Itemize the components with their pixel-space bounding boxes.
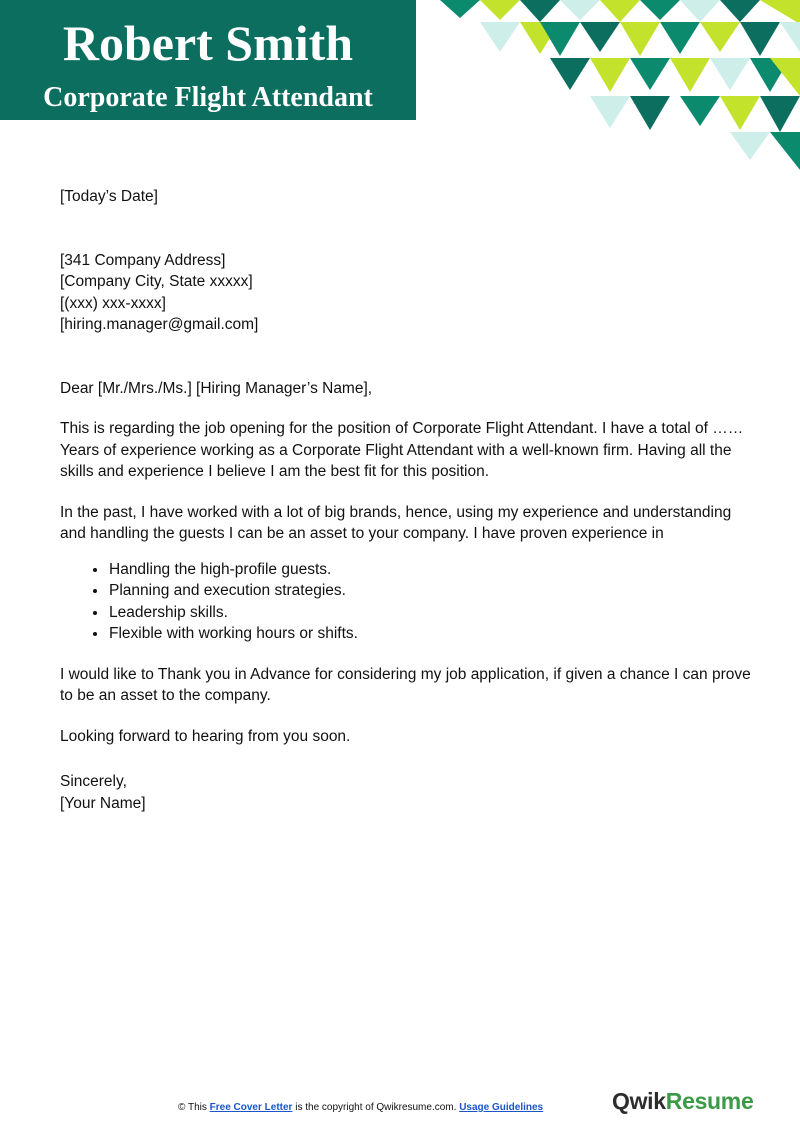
triangle-pattern bbox=[440, 0, 800, 170]
closing-word: Sincerely, bbox=[60, 773, 127, 790]
qwikresume-logo bbox=[612, 1088, 753, 1115]
letter-date: [Today’s Date] bbox=[60, 188, 158, 205]
paragraph-intro: This is regarding the job opening for the position of Corporate Flight Attendant. I have a total of …… Years of experience working as a Corporate Flight Attendant with a well-known firm. Having all the skills and experience I believe I am the best fit for this position. bbox=[60, 420, 744, 480]
footer-prefix: © This bbox=[178, 1102, 207, 1113]
applicant-name: Robert Smith bbox=[62, 15, 354, 71]
header-band bbox=[0, 0, 416, 120]
signature-block bbox=[60, 771, 760, 814]
geometric-triangle-decoration bbox=[430, 0, 800, 175]
paragraph-closing: Looking forward to hearing from you soon. bbox=[60, 727, 351, 745]
skill-item: • Flexible with working hours or shifts. bbox=[108, 623, 760, 645]
footer-text bbox=[178, 1102, 543, 1113]
paragraph-thanks: I would like to Thank you in Advance for considering my job application, if given a chance I can prove to be an asset to the company. bbox=[60, 665, 751, 704]
applicant-job-title: Corporate Flight Attendant bbox=[43, 82, 373, 113]
address-line: [341 Company Address] bbox=[60, 251, 226, 269]
signature-name: [Your Name] bbox=[60, 794, 146, 812]
salutation: Dear [Mr./Mrs./Ms.] [Hiring Manager’s Name], bbox=[60, 379, 373, 397]
recipient-address bbox=[60, 250, 760, 336]
footer-middle: is the copyright of Qwikresume.com. bbox=[295, 1102, 457, 1113]
skill-item: • Handling the high-profile guests. bbox=[108, 559, 760, 581]
address-line: [(xxx) xxx-xxxx] bbox=[60, 294, 166, 312]
cover-letter-body bbox=[60, 186, 760, 814]
address-line: [hiring.manager@gmail.com] bbox=[60, 316, 259, 333]
address-line: [Company City, State xxxxx] bbox=[60, 273, 253, 290]
free-cover-letter-link[interactable]: Free Cover Letter bbox=[209, 1102, 293, 1113]
skill-item: • Leadership skills. bbox=[108, 602, 760, 624]
skills-list bbox=[60, 559, 760, 645]
logo-part-qwik: Qwik bbox=[612, 1088, 666, 1114]
usage-guidelines-link[interactable]: Usage Guidelines bbox=[459, 1102, 544, 1113]
logo-part-resume: Resume bbox=[665, 1088, 754, 1114]
paragraph-experience: In the past, I have worked with a lot of big brands, hence, using my experience and understanding and handling the guests I can be an asset to your company. I have proven experience in bbox=[60, 503, 732, 542]
skill-item: • Planning and execution strategies. bbox=[108, 580, 760, 602]
